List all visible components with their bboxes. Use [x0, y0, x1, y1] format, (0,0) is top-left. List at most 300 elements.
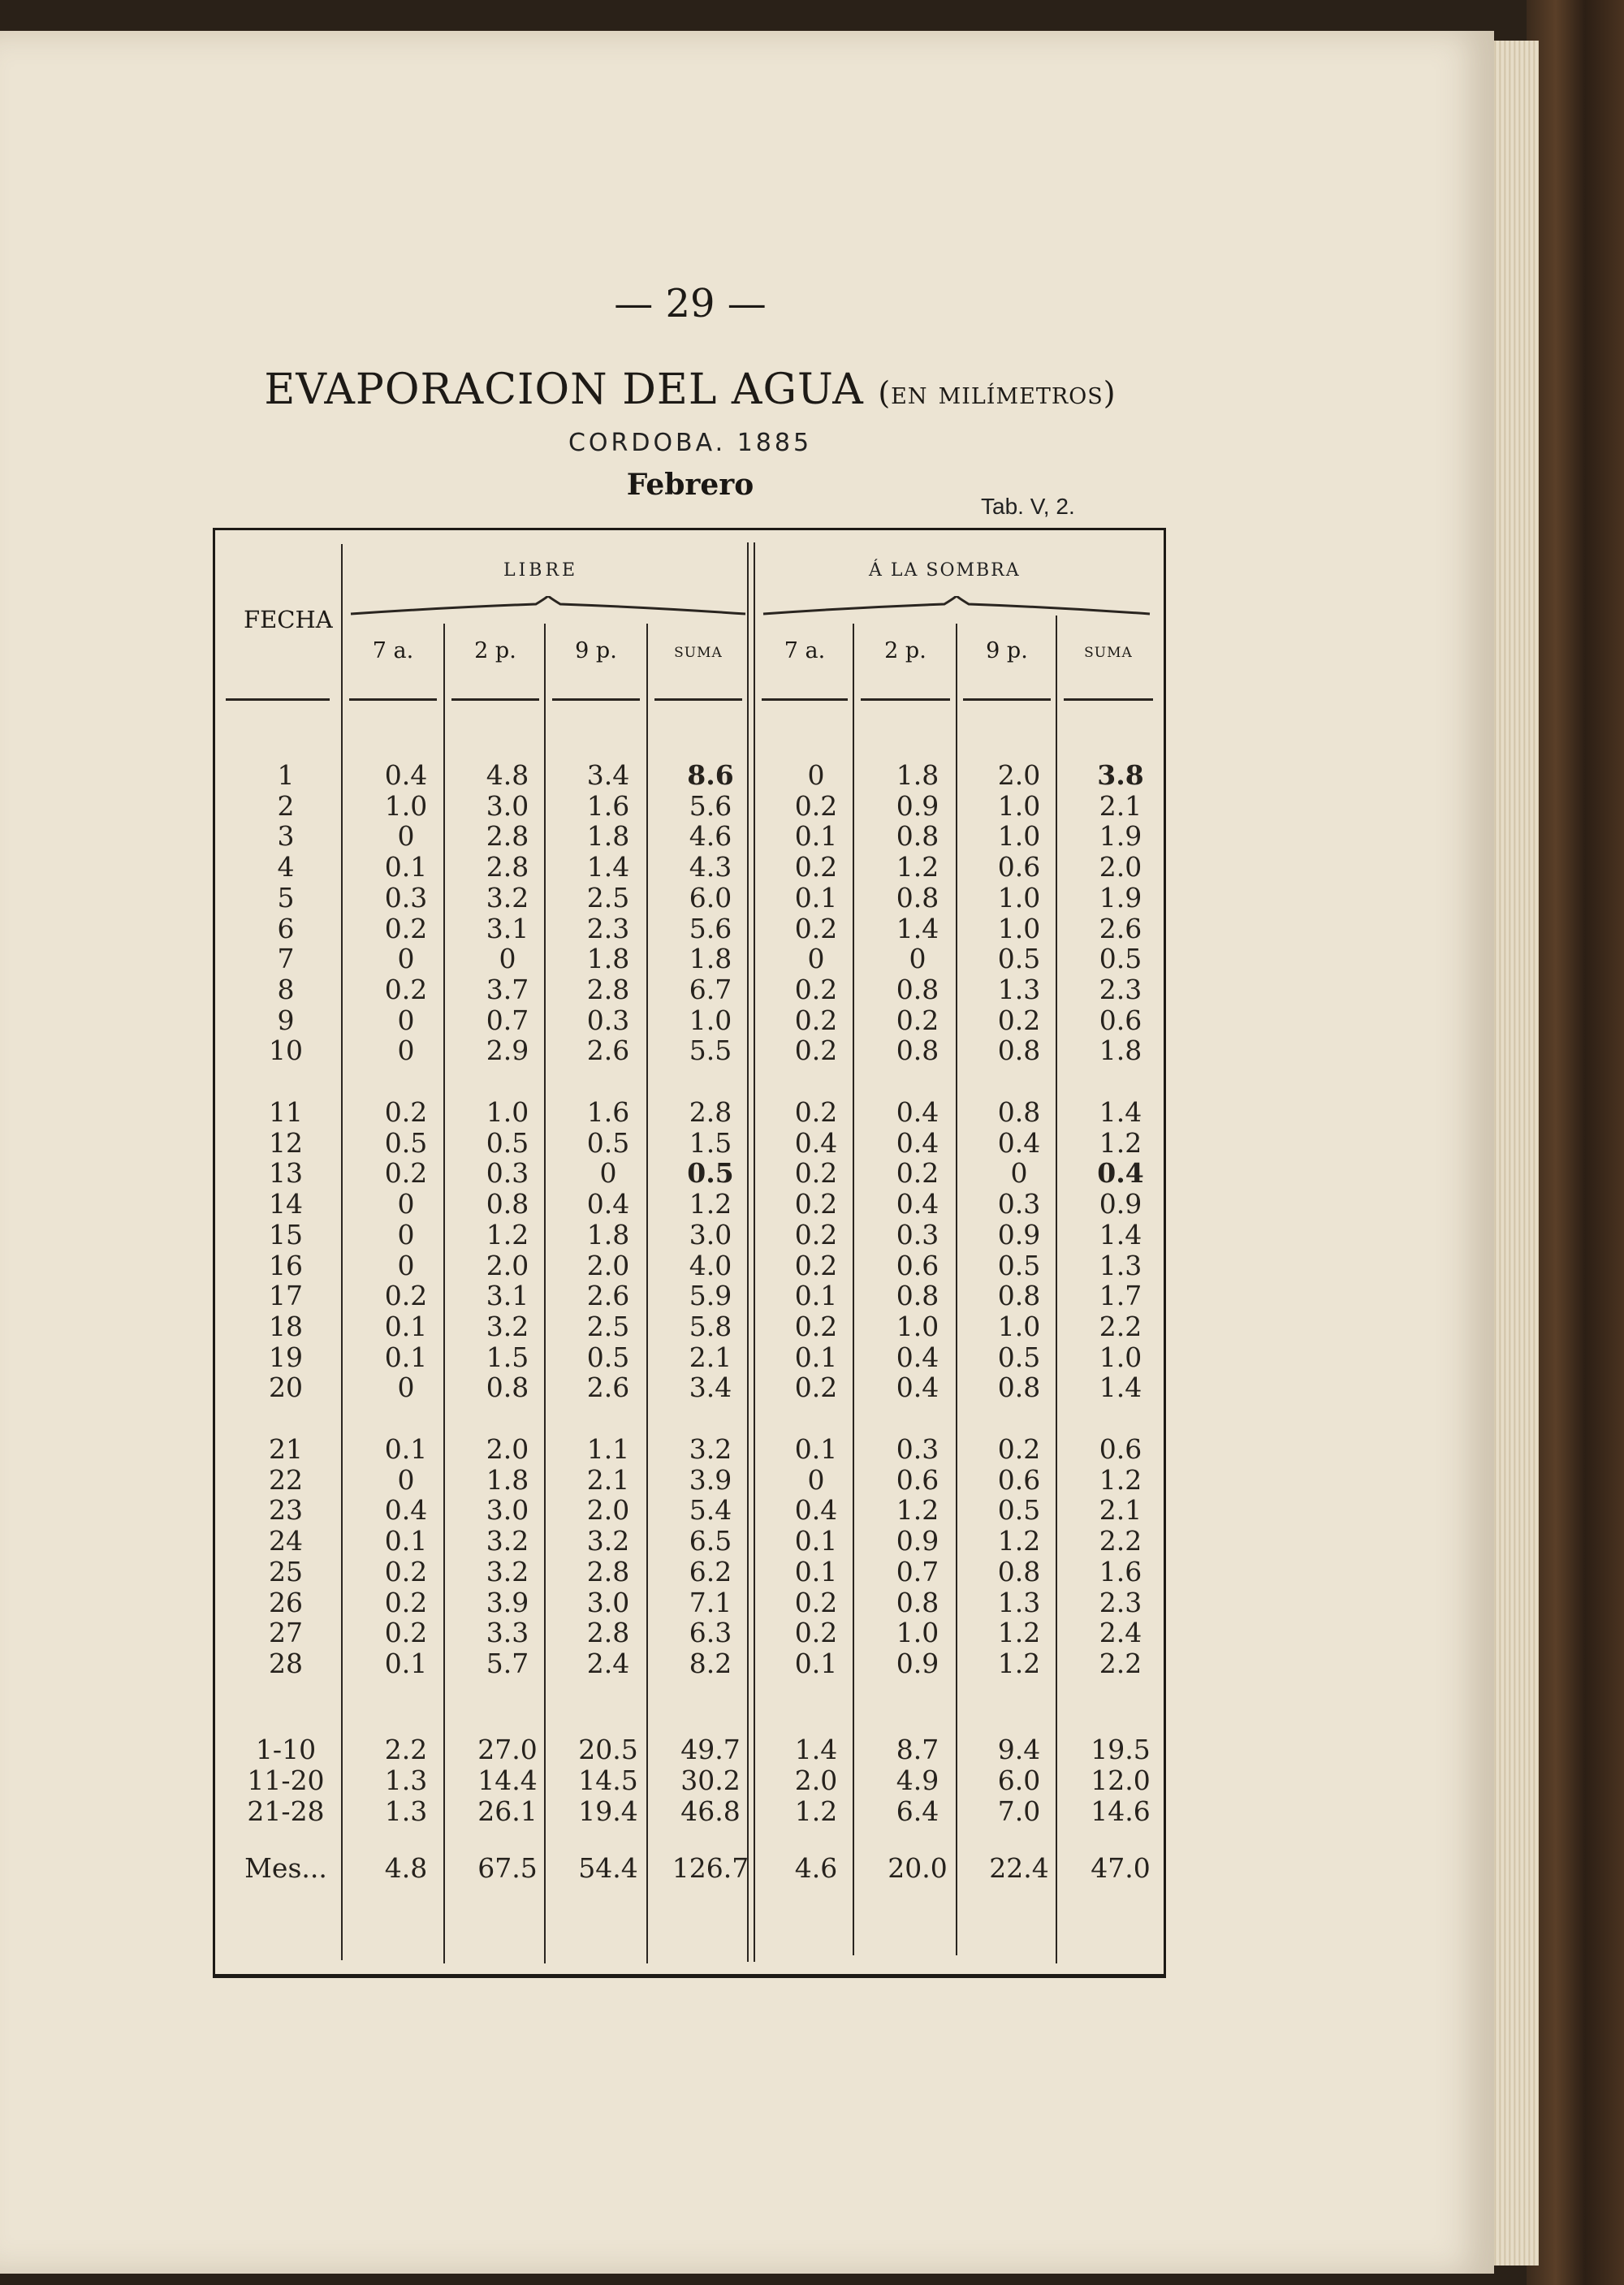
cell-value: 0.8 [896, 820, 939, 852]
cell-value: 0.1 [384, 851, 428, 883]
cell-value: 3.2 [486, 1525, 529, 1557]
cell-value: 12.0 [1091, 1765, 1151, 1796]
table-row [0, 1097, 1218, 1128]
row-date: 16 [269, 1250, 303, 1281]
cell-value: 0.4 [794, 1127, 838, 1159]
table-row [0, 1158, 1218, 1189]
cell-value: 2.1 [1099, 1494, 1142, 1526]
cell-value: 0.1 [794, 1648, 838, 1679]
cell-value: 4.6 [794, 1852, 838, 1884]
row-date: 15 [269, 1219, 303, 1250]
cell-value: 5.7 [486, 1648, 529, 1679]
cell-value: 1.2 [1099, 1464, 1142, 1496]
row-date: 6 [277, 913, 295, 944]
cell-value: 0.9 [997, 1219, 1041, 1250]
cell-value: 0.3 [586, 1004, 630, 1036]
cell-value: 3.8 [1097, 759, 1144, 791]
cell-value: 0 [807, 943, 825, 974]
cell-value: 14.6 [1091, 1795, 1151, 1827]
cell-value: 0.2 [794, 1311, 838, 1342]
cell-value: 0.2 [794, 1035, 838, 1066]
cell-value: 0.2 [384, 1587, 428, 1618]
header-libre-7a: 7 a. [372, 638, 414, 663]
cell-value: 3.3 [486, 1617, 529, 1648]
table-row [0, 791, 1218, 822]
cell-value: 0.2 [794, 851, 838, 883]
cell-value: 20.5 [578, 1734, 638, 1765]
cell-value: 0 [397, 943, 415, 974]
cell-value: 2.6 [586, 1280, 630, 1311]
cell-value: 0.6 [1099, 1433, 1142, 1465]
cell-value: 2.3 [1099, 974, 1142, 1005]
cell-value: 0.8 [486, 1371, 529, 1403]
cell-value: 3.9 [486, 1587, 529, 1618]
cell-value: 1.4 [896, 913, 939, 944]
cell-value: 0.2 [794, 1371, 838, 1403]
cell-value: 0.8 [896, 974, 939, 1005]
cell-value: 1.2 [486, 1219, 529, 1250]
cell-value: 9.4 [997, 1734, 1041, 1765]
cell-value: 4.9 [896, 1765, 939, 1796]
cell-value: 1.0 [486, 1096, 529, 1128]
cell-value: 19.4 [578, 1795, 638, 1827]
row-date: 18 [269, 1311, 303, 1342]
cell-value: 3.4 [586, 759, 630, 791]
cell-value: 2.9 [486, 1035, 529, 1066]
cell-value: 1.8 [586, 1219, 630, 1250]
cell-value: 2.8 [586, 1617, 630, 1648]
table-row [0, 914, 1218, 944]
cell-value: 0.1 [384, 1648, 428, 1679]
row-date: 1 [277, 759, 295, 791]
header-rule [654, 698, 742, 701]
cell-value: 0.4 [794, 1494, 838, 1526]
cell-value: 4.6 [689, 820, 732, 852]
cell-value: 0.7 [486, 1004, 529, 1036]
cell-value: 1.2 [896, 1494, 939, 1526]
cell-value: 0 [397, 1188, 415, 1220]
cell-value: 2.3 [1099, 1587, 1142, 1618]
cell-value: 0.4 [896, 1341, 939, 1373]
cell-value: 1.0 [689, 1004, 732, 1036]
month-heading: Febrero [626, 468, 754, 502]
cell-value: 0.2 [384, 1280, 428, 1311]
cell-value: 0.5 [1099, 943, 1142, 974]
cell-value: 1.2 [997, 1648, 1041, 1679]
cell-value: 2.0 [997, 759, 1041, 791]
cell-value: 0.2 [794, 1157, 838, 1189]
cell-value: 1.8 [896, 759, 939, 791]
cell-value: 2.0 [586, 1494, 630, 1526]
cell-value: 19.5 [1091, 1734, 1151, 1765]
cell-value: 0.6 [1099, 1004, 1142, 1036]
cell-value: 0.8 [486, 1188, 529, 1220]
cell-value: 1.0 [997, 882, 1041, 914]
row-date: 5 [277, 882, 295, 914]
cell-value: 1.3 [384, 1765, 428, 1796]
table-row [0, 1853, 1218, 1884]
header-sombra-9p: 9 p. [986, 638, 1028, 663]
cell-value: 1.6 [586, 1096, 630, 1128]
cell-value: 0.8 [997, 1556, 1041, 1587]
cell-value: 1.3 [997, 974, 1041, 1005]
cell-value: 3.0 [486, 790, 529, 822]
table-row [0, 1189, 1218, 1220]
cell-value: 0.1 [794, 882, 838, 914]
cell-value: 2.0 [486, 1250, 529, 1281]
cell-value: 3.2 [689, 1433, 732, 1465]
cell-value: 0 [397, 1035, 415, 1066]
cell-value: 3.1 [486, 1280, 529, 1311]
cell-value: 0.4 [896, 1127, 939, 1159]
cell-value: 0.4 [896, 1096, 939, 1128]
header-rule [451, 698, 539, 701]
table-row [0, 1220, 1218, 1250]
cell-value: 3.4 [689, 1371, 732, 1403]
page-number: — 29 — [614, 281, 767, 326]
cell-value: 0.9 [1099, 1188, 1142, 1220]
cell-value: 1.2 [896, 851, 939, 883]
table-row [0, 1765, 1218, 1796]
table-row [0, 1434, 1218, 1465]
row-date: 21 [269, 1433, 303, 1465]
cell-value: 2.2 [1099, 1648, 1142, 1679]
cell-value: 0.1 [384, 1311, 428, 1342]
cell-value: 1.2 [689, 1188, 732, 1220]
cell-value: 0.3 [896, 1433, 939, 1465]
cell-value: 0.4 [997, 1127, 1041, 1159]
cell-value: 0 [397, 1219, 415, 1250]
cell-value: 3.2 [486, 1311, 529, 1342]
cell-value: 6.7 [689, 974, 732, 1005]
cell-value: 1.0 [997, 790, 1041, 822]
cell-value: 1.2 [997, 1525, 1041, 1557]
cell-value: 3.0 [689, 1219, 732, 1250]
cell-value: 46.8 [680, 1795, 741, 1827]
cell-value: 30.2 [680, 1765, 741, 1796]
header-rule [861, 698, 950, 701]
cell-value: 5.4 [689, 1494, 732, 1526]
cell-value: 27.0 [477, 1734, 538, 1765]
cell-value: 3.7 [486, 974, 529, 1005]
cell-value: 0.2 [794, 913, 838, 944]
cell-value: 1.4 [794, 1734, 838, 1765]
cell-value: 0.2 [794, 1096, 838, 1128]
cell-value: 2.5 [586, 882, 630, 914]
table-row [0, 1495, 1218, 1526]
cell-value: 2.2 [384, 1734, 428, 1765]
cell-value: 0 [807, 759, 825, 791]
header-rule [1064, 698, 1153, 701]
cell-value: 6.0 [689, 882, 732, 914]
cell-value: 0.2 [794, 1250, 838, 1281]
row-date: 7 [277, 943, 295, 974]
cell-value: 0.1 [794, 1525, 838, 1557]
cell-value: 1.9 [1099, 820, 1142, 852]
location-year: CORDOBA. 1885 [568, 429, 813, 457]
row-date: 27 [269, 1617, 303, 1648]
cell-value: 2.1 [586, 1464, 630, 1496]
cell-value: 4.8 [486, 759, 529, 791]
cell-value: 6.0 [997, 1765, 1041, 1796]
cell-value: 1.6 [586, 790, 630, 822]
cell-value: 0.2 [794, 1219, 838, 1250]
cell-value: 0.2 [794, 1004, 838, 1036]
cell-value: 1.3 [997, 1587, 1041, 1618]
cell-value: 4.8 [384, 1852, 428, 1884]
cell-value: 0.9 [896, 790, 939, 822]
cell-value: 0.3 [997, 1188, 1041, 1220]
cell-value: 8.2 [689, 1648, 732, 1679]
cell-value: 2.8 [586, 1556, 630, 1587]
cell-value: 0.5 [384, 1127, 428, 1159]
cell-value: 0 [499, 943, 516, 974]
cell-value: 1.0 [384, 790, 428, 822]
row-date: 19 [269, 1341, 303, 1373]
row-date: 25 [269, 1556, 303, 1587]
cell-value: 0.4 [384, 759, 428, 791]
group-header-sombra: Á LA SOMBRA [869, 560, 1021, 581]
cell-value: 0.2 [384, 1556, 428, 1587]
cell-value: 3.0 [586, 1587, 630, 1618]
cell-value: 49.7 [680, 1734, 741, 1765]
cell-value: 2.1 [1099, 790, 1142, 822]
cell-value: 0 [397, 1464, 415, 1496]
cell-value: 26.1 [477, 1795, 538, 1827]
header-rule [762, 698, 848, 701]
cell-value: 6.4 [896, 1795, 939, 1827]
cell-value: 5.6 [689, 913, 732, 944]
cell-value: 8.6 [687, 759, 734, 791]
cell-value: 5.9 [689, 1280, 732, 1311]
page-title [0, 365, 1380, 414]
row-date: 20 [269, 1371, 303, 1403]
row-date: 13 [269, 1157, 303, 1189]
cell-value: 0.9 [896, 1525, 939, 1557]
cell-value: 0.5 [586, 1341, 630, 1373]
cell-value: 2.6 [1099, 913, 1142, 944]
cell-value: 1.0 [896, 1311, 939, 1342]
row-date: Mes... [244, 1852, 327, 1884]
table-reference: Tab. V, 2. [981, 494, 1075, 519]
row-date: 8 [277, 974, 295, 1005]
cell-value: 1.8 [689, 943, 732, 974]
cell-value: 0.3 [896, 1219, 939, 1250]
cell-value: 0 [807, 1464, 825, 1496]
row-date: 1-10 [255, 1734, 317, 1765]
book-cover-edge [1527, 0, 1624, 2285]
cell-value: 0.2 [896, 1157, 939, 1189]
cell-value: 2.8 [689, 1096, 732, 1128]
cell-value: 3.0 [486, 1494, 529, 1526]
cell-value: 1.5 [689, 1127, 732, 1159]
cell-value: 0.8 [997, 1371, 1041, 1403]
table-row [0, 1648, 1218, 1679]
table-row [0, 821, 1218, 852]
cell-value: 2.5 [586, 1311, 630, 1342]
cell-value: 0.2 [384, 1617, 428, 1648]
table-row [0, 883, 1218, 914]
row-date: 11-20 [247, 1765, 325, 1796]
cell-value: 0.6 [997, 851, 1041, 883]
table-row [0, 1734, 1218, 1765]
title-units: (en milímetros) [878, 375, 1116, 411]
cell-value: 1.0 [1099, 1341, 1142, 1373]
cell-value: 1.4 [1099, 1219, 1142, 1250]
brace-libre [349, 596, 747, 620]
cell-value: 0.2 [794, 1617, 838, 1648]
cell-value: 0.3 [486, 1157, 529, 1189]
cell-value: 0.5 [486, 1127, 529, 1159]
cell-value: 0.6 [997, 1464, 1041, 1496]
cell-value: 2.4 [586, 1648, 630, 1679]
header-libre-2p: 2 p. [474, 638, 516, 663]
cell-value: 8.7 [896, 1734, 939, 1765]
title-main: EVAPORACION DEL AGUA [264, 365, 864, 414]
header-sombra-suma: SUMA [1084, 645, 1133, 661]
cell-value: 0.1 [384, 1341, 428, 1373]
cell-value: 1.0 [896, 1617, 939, 1648]
cell-value: 0.4 [896, 1371, 939, 1403]
cell-value: 0.1 [794, 1556, 838, 1587]
cell-value: 5.5 [689, 1035, 732, 1066]
cell-value: 0.1 [794, 1280, 838, 1311]
cell-value: 14.4 [477, 1765, 538, 1796]
cell-value: 0 [909, 943, 926, 974]
cell-value: 1.1 [586, 1433, 630, 1465]
table-row [0, 1250, 1218, 1281]
row-date: 10 [269, 1035, 303, 1066]
cell-value: 0.5 [997, 943, 1041, 974]
row-date: 22 [269, 1464, 303, 1496]
table-row [0, 1005, 1218, 1036]
cell-value: 1.5 [486, 1341, 529, 1373]
cell-value: 126.7 [672, 1852, 749, 1884]
row-date: 28 [269, 1648, 303, 1679]
cell-value: 0.8 [896, 1035, 939, 1066]
cell-value: 0.8 [997, 1096, 1041, 1128]
cell-value: 1.0 [997, 1311, 1041, 1342]
cell-value: 0.2 [794, 1587, 838, 1618]
cell-value: 0.8 [896, 1587, 939, 1618]
row-date: 2 [277, 790, 295, 822]
cell-value: 2.0 [794, 1765, 838, 1796]
cell-value: 0.1 [384, 1525, 428, 1557]
cell-value: 1.8 [586, 943, 630, 974]
cell-value: 6.5 [689, 1525, 732, 1557]
table-row [0, 1342, 1218, 1373]
cell-value: 1.4 [1099, 1096, 1142, 1128]
table-row [0, 974, 1218, 1005]
cell-value: 0.2 [794, 790, 838, 822]
cell-value: 2.0 [486, 1433, 529, 1465]
row-date: 4 [277, 851, 295, 883]
cell-value: 6.3 [689, 1617, 732, 1648]
cell-value: 54.4 [578, 1852, 638, 1884]
cell-value: 5.8 [689, 1311, 732, 1342]
row-date: 11 [269, 1096, 303, 1128]
cell-value: 2.8 [486, 820, 529, 852]
table-row [0, 1526, 1218, 1557]
table-row [0, 1372, 1218, 1403]
cell-value: 1.8 [586, 820, 630, 852]
cell-value: 3.2 [586, 1525, 630, 1557]
cell-value: 3.9 [689, 1464, 732, 1496]
cell-value: 1.9 [1099, 882, 1142, 914]
cell-value: 7.0 [997, 1795, 1041, 1827]
cell-value: 0 [1010, 1157, 1028, 1189]
row-date: 26 [269, 1587, 303, 1618]
cell-value: 1.4 [1099, 1371, 1142, 1403]
header-fecha: FECHA [244, 606, 333, 633]
cell-value: 0.1 [794, 820, 838, 852]
cell-value: 1.6 [1099, 1556, 1142, 1587]
header-libre-suma: SUMA [674, 645, 723, 661]
cell-value: 0.4 [896, 1188, 939, 1220]
cell-value: 0 [397, 1371, 415, 1403]
table-row [0, 1557, 1218, 1587]
cell-value: 0.8 [896, 882, 939, 914]
cell-value: 22.4 [989, 1852, 1049, 1884]
table-row [0, 1035, 1218, 1066]
cell-value: 1.2 [1099, 1127, 1142, 1159]
cell-value: 0.5 [997, 1250, 1041, 1281]
cell-value: 0.2 [997, 1433, 1041, 1465]
header-sombra-7a: 7 a. [784, 638, 826, 663]
cell-value: 0.4 [1097, 1157, 1144, 1189]
cell-value: 2.2 [1099, 1311, 1142, 1342]
cell-value: 0.2 [896, 1004, 939, 1036]
cell-value: 2.1 [689, 1341, 732, 1373]
cell-value: 7.1 [689, 1587, 732, 1618]
table-row [0, 944, 1218, 974]
cell-value: 2.8 [486, 851, 529, 883]
table-row [0, 1311, 1218, 1342]
header-rule [226, 698, 330, 701]
row-date: 21-28 [247, 1795, 325, 1827]
cell-value: 0.6 [896, 1464, 939, 1496]
row-date: 24 [269, 1525, 303, 1557]
table-row [0, 1465, 1218, 1496]
cell-value: 1.7 [1099, 1280, 1142, 1311]
table-row [0, 1618, 1218, 1648]
cell-value: 3.2 [486, 1556, 529, 1587]
cell-value: 0.2 [384, 974, 428, 1005]
cell-value: 0.3 [384, 882, 428, 914]
row-date: 17 [269, 1280, 303, 1311]
cell-value: 2.2 [1099, 1525, 1142, 1557]
table-row [0, 1128, 1218, 1159]
cell-value: 1.3 [384, 1795, 428, 1827]
cell-value: 2.4 [1099, 1617, 1142, 1648]
cell-value: 6.2 [689, 1556, 732, 1587]
cell-value: 0.5 [997, 1341, 1041, 1373]
row-date: 9 [277, 1004, 295, 1036]
cell-value: 1.3 [1099, 1250, 1142, 1281]
cell-value: 1.8 [486, 1464, 529, 1496]
cell-value: 0.2 [997, 1004, 1041, 1036]
cell-value: 2.0 [1099, 851, 1142, 883]
cell-value: 2.6 [586, 1035, 630, 1066]
header-sombra-2p: 2 p. [884, 638, 926, 663]
table-row [0, 760, 1218, 791]
cell-value: 0.8 [997, 1035, 1041, 1066]
cell-value: 1.8 [1099, 1035, 1142, 1066]
cell-value: 2.0 [586, 1250, 630, 1281]
cell-value: 0.2 [794, 974, 838, 1005]
cell-value: 0.2 [384, 913, 428, 944]
cell-value: 2.6 [586, 1371, 630, 1403]
